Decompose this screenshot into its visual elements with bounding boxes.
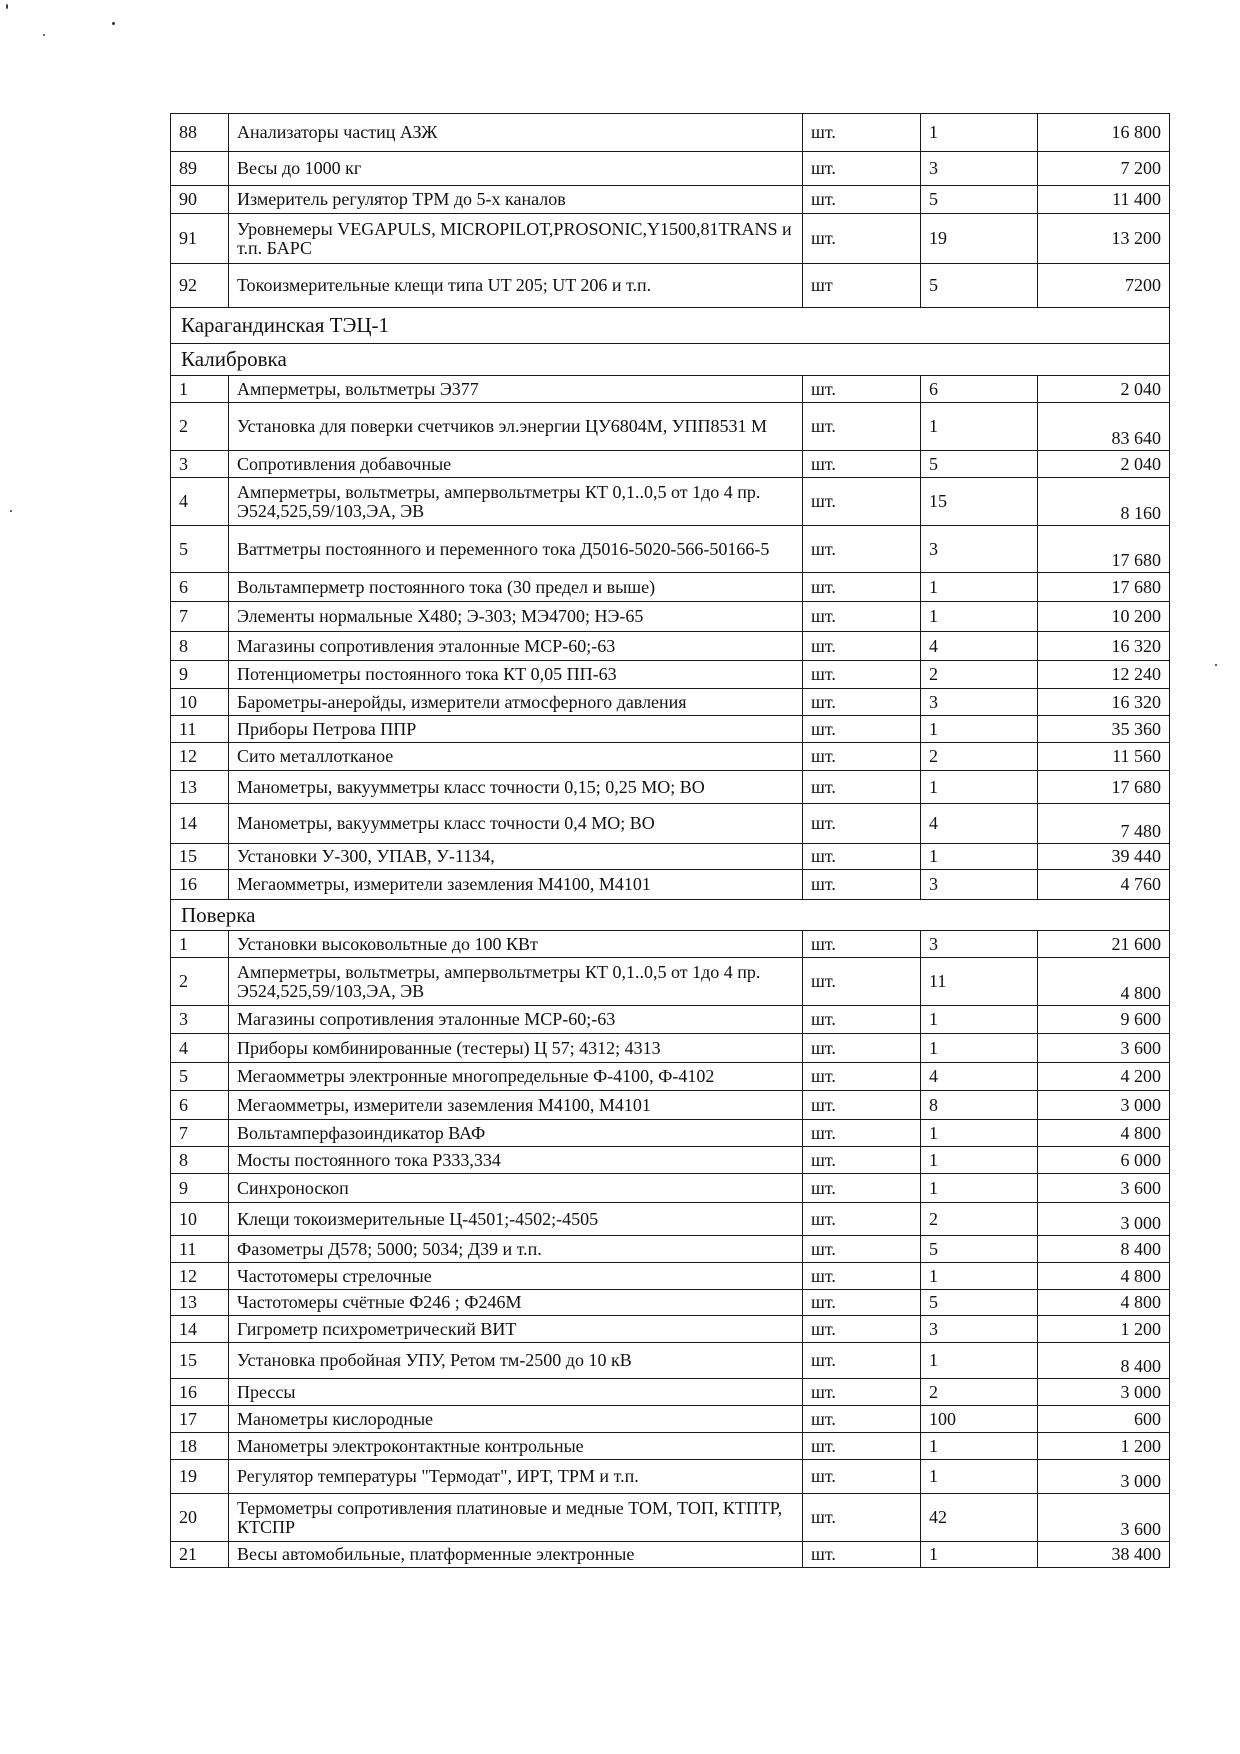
- unit-cell: шт.: [803, 403, 921, 451]
- table-row: [171, 1236, 1170, 1263]
- row-number-cell: 11: [171, 716, 229, 743]
- quantity-cell: 5: [921, 451, 1038, 478]
- price-cell: 3 600: [1038, 1034, 1170, 1063]
- item-name-cell: Магазины сопротивления эталонные МСР-60;-63: [229, 632, 803, 661]
- row-number-cell: 3: [171, 1006, 229, 1034]
- table-row: [171, 114, 1170, 152]
- item-name-cell: Амперметры, вольтметры, ампервольтметры КТ 0,1..0,5 от 1до 4 пр. Э524,525,59/103,ЭА, ЭВ: [229, 958, 803, 1006]
- price-cell: 3 000: [1038, 1460, 1170, 1494]
- row-number-cell: 2: [171, 958, 229, 1006]
- row-number-cell: 8: [171, 1147, 229, 1174]
- unit-cell: шт.: [803, 214, 921, 264]
- table-row: [171, 716, 1170, 743]
- scan-speck: [6, 4, 8, 9]
- quantity-cell: 6: [921, 376, 1038, 403]
- quantity-cell: 1: [921, 1460, 1038, 1494]
- calibration-rows: [171, 376, 1170, 900]
- unit-cell: шт: [803, 264, 921, 308]
- quantity-cell: 3: [921, 870, 1038, 900]
- scan-speck: [112, 22, 115, 25]
- unit-cell: шт.: [803, 1316, 921, 1343]
- table-row: [171, 771, 1170, 804]
- unit-cell: шт.: [803, 716, 921, 743]
- row-number-cell: 6: [171, 573, 229, 602]
- price-cell: 11 560: [1038, 743, 1170, 771]
- item-name-cell: Приборы Петрова ППР: [229, 716, 803, 743]
- plant-title: Карагандинская ТЭЦ-1: [171, 308, 1170, 344]
- item-name-cell: Мегаомметры, измерители заземления М4100, М4101: [229, 1091, 803, 1120]
- item-name-cell: Манометры электроконтактные контрольные: [229, 1433, 803, 1460]
- unit-cell: шт.: [803, 1034, 921, 1063]
- unit-cell: шт.: [803, 451, 921, 478]
- quantity-cell: 100: [921, 1406, 1038, 1433]
- unit-cell: шт.: [803, 1120, 921, 1147]
- price-cell: 7 200: [1038, 152, 1170, 186]
- quantity-cell: 4: [921, 804, 1038, 844]
- quantity-cell: 1: [921, 1263, 1038, 1290]
- quantity-cell: 3: [921, 152, 1038, 186]
- quantity-cell: 11: [921, 958, 1038, 1006]
- row-number-cell: 9: [171, 661, 229, 689]
- item-name-cell: Приборы комбинированные (тестеры) Ц 57; 4312; 4313: [229, 1034, 803, 1063]
- unit-cell: шт.: [803, 1542, 921, 1568]
- item-name-cell: Токоизмерительные клещи типа UT 205; UT 206 и т.п.: [229, 264, 803, 308]
- table-row: [171, 1379, 1170, 1406]
- table-row: [171, 632, 1170, 661]
- row-number-cell: 13: [171, 771, 229, 804]
- item-name-cell: Амперметры, вольтметры Э377: [229, 376, 803, 403]
- item-name-cell: Весы автомобильные, платформенные электронные: [229, 1542, 803, 1568]
- table-row: [171, 1120, 1170, 1147]
- row-number-cell: 1: [171, 931, 229, 958]
- price-cell: 83 640: [1038, 403, 1170, 451]
- quantity-cell: 3: [921, 1316, 1038, 1343]
- table-row: [171, 1174, 1170, 1203]
- price-cell: 7200: [1038, 264, 1170, 308]
- unit-cell: шт.: [803, 186, 921, 214]
- table-row: [171, 1343, 1170, 1379]
- row-number-cell: 5: [171, 1063, 229, 1091]
- item-name-cell: Сопротивления добавочные: [229, 451, 803, 478]
- price-cell: 39 440: [1038, 844, 1170, 870]
- price-cell: 16 320: [1038, 689, 1170, 716]
- unit-cell: шт.: [803, 1174, 921, 1203]
- row-number-cell: 89: [171, 152, 229, 186]
- item-name-cell: Установка пробойная УПУ, Ретом тм-2500 до 10 кВ: [229, 1343, 803, 1379]
- quantity-cell: 4: [921, 632, 1038, 661]
- table-row: [171, 403, 1170, 451]
- unit-cell: шт.: [803, 844, 921, 870]
- price-cell: 3 600: [1038, 1174, 1170, 1203]
- table-row: [171, 1091, 1170, 1120]
- table-row: [171, 451, 1170, 478]
- quantity-cell: 2: [921, 1379, 1038, 1406]
- item-name-cell: Клещи токоизмерительные Ц-4501;-4502;-4505: [229, 1203, 803, 1236]
- unit-cell: шт.: [803, 1236, 921, 1263]
- row-number-cell: 9: [171, 1174, 229, 1203]
- unit-cell: шт.: [803, 376, 921, 403]
- verification-rows: [171, 931, 1170, 1568]
- table-row: [171, 1263, 1170, 1290]
- price-cell: 7 480: [1038, 804, 1170, 844]
- unit-cell: шт.: [803, 870, 921, 900]
- quantity-cell: 4: [921, 1063, 1038, 1091]
- row-number-cell: 16: [171, 870, 229, 900]
- item-name-cell: Сито металлотканое: [229, 743, 803, 771]
- row-number-cell: 19: [171, 1460, 229, 1494]
- price-cell: 16 800: [1038, 114, 1170, 152]
- unit-cell: шт.: [803, 689, 921, 716]
- item-name-cell: Установка для поверки счетчиков эл.энергии ЦУ6804М, УПП8531 М: [229, 403, 803, 451]
- continued-rows: [171, 114, 1170, 308]
- unit-cell: шт.: [803, 1433, 921, 1460]
- price-cell: 4 800: [1038, 1263, 1170, 1290]
- row-number-cell: 14: [171, 804, 229, 844]
- price-cell: 4 760: [1038, 870, 1170, 900]
- price-cell: 21 600: [1038, 931, 1170, 958]
- table-row: [171, 958, 1170, 1006]
- row-number-cell: 10: [171, 1203, 229, 1236]
- unit-cell: шт.: [803, 632, 921, 661]
- unit-cell: шт.: [803, 526, 921, 573]
- unit-cell: шт.: [803, 478, 921, 526]
- price-cell: 17 680: [1038, 771, 1170, 804]
- quantity-cell: 1: [921, 1147, 1038, 1174]
- price-cell: 11 400: [1038, 186, 1170, 214]
- unit-cell: шт.: [803, 114, 921, 152]
- item-name-cell: Синхроноскоп: [229, 1174, 803, 1203]
- row-number-cell: 91: [171, 214, 229, 264]
- row-number-cell: 7: [171, 602, 229, 632]
- quantity-cell: 5: [921, 1290, 1038, 1316]
- unit-cell: шт.: [803, 1006, 921, 1034]
- quantity-cell: 2: [921, 1203, 1038, 1236]
- table-row: [171, 264, 1170, 308]
- row-number-cell: 88: [171, 114, 229, 152]
- row-number-cell: 15: [171, 844, 229, 870]
- table-row: [171, 214, 1170, 264]
- price-cell: 4 800: [1038, 1290, 1170, 1316]
- table-row: [171, 1494, 1170, 1542]
- table-row: [171, 661, 1170, 689]
- item-name-cell: Прессы: [229, 1379, 803, 1406]
- item-name-cell: Вольтамперфазоиндикатор ВАФ: [229, 1120, 803, 1147]
- table-row: [171, 1460, 1170, 1494]
- row-number-cell: 12: [171, 1263, 229, 1290]
- row-number-cell: 14: [171, 1316, 229, 1343]
- table-row: [171, 1006, 1170, 1034]
- item-name-cell: Установки высоковольтные до 100 КВт: [229, 931, 803, 958]
- quantity-cell: 15: [921, 478, 1038, 526]
- unit-cell: шт.: [803, 1343, 921, 1379]
- table-row: [171, 152, 1170, 186]
- unit-cell: шт.: [803, 743, 921, 771]
- unit-cell: шт.: [803, 1290, 921, 1316]
- price-cell: 3 000: [1038, 1203, 1170, 1236]
- item-name-cell: Уровнемеры VEGAPULS, MICROPILOT,PROSONIC,Y1500,81TRANS и т.п. БАРС: [229, 214, 803, 264]
- quantity-cell: 1: [921, 114, 1038, 152]
- item-name-cell: Установки У-300, УПАВ, У-1134,: [229, 844, 803, 870]
- price-cell: 3 600: [1038, 1494, 1170, 1542]
- quantity-cell: 8: [921, 1091, 1038, 1120]
- unit-cell: шт.: [803, 958, 921, 1006]
- quantity-cell: 1: [921, 1343, 1038, 1379]
- unit-cell: шт.: [803, 1063, 921, 1091]
- quantity-cell: 19: [921, 214, 1038, 264]
- price-cell: 2 040: [1038, 376, 1170, 403]
- table-row: [171, 1290, 1170, 1316]
- plant-title-row: [171, 308, 1170, 344]
- table-row: [171, 689, 1170, 716]
- quantity-cell: 3: [921, 689, 1038, 716]
- table-row: [171, 844, 1170, 870]
- item-name-cell: Гигрометр психрометрический ВИТ: [229, 1316, 803, 1343]
- item-name-cell: Магазины сопротивления эталонные МСР-60;-63: [229, 1006, 803, 1034]
- quantity-cell: 1: [921, 1034, 1038, 1063]
- verification-title-row: [171, 900, 1170, 931]
- table-row: [171, 804, 1170, 844]
- price-cell: 3 000: [1038, 1379, 1170, 1406]
- price-cell: 2 040: [1038, 451, 1170, 478]
- table-row: [171, 478, 1170, 526]
- price-cell: 4 200: [1038, 1063, 1170, 1091]
- quantity-cell: 1: [921, 771, 1038, 804]
- row-number-cell: 3: [171, 451, 229, 478]
- table-row: [171, 1316, 1170, 1343]
- scan-speck: [43, 34, 45, 36]
- quantity-cell: 5: [921, 186, 1038, 214]
- price-cell: 4 800: [1038, 1120, 1170, 1147]
- table-row: [171, 1034, 1170, 1063]
- item-name-cell: Частотомеры стрелочные: [229, 1263, 803, 1290]
- table-row: [171, 186, 1170, 214]
- row-number-cell: 92: [171, 264, 229, 308]
- quantity-cell: 1: [921, 1542, 1038, 1568]
- table-row: [171, 870, 1170, 900]
- item-name-cell: Амперметры, вольтметры, ампервольтметры КТ 0,1..0,5 от 1до 4 пр. Э524,525,59/103,ЭА, ЭВ: [229, 478, 803, 526]
- price-cell: 8 400: [1038, 1343, 1170, 1379]
- calibration-section-title: Калибровка: [171, 344, 1170, 376]
- price-cell: 13 200: [1038, 214, 1170, 264]
- item-name-cell: Частотомеры счётные Ф246 ; Ф246М: [229, 1290, 803, 1316]
- row-number-cell: 8: [171, 632, 229, 661]
- unit-cell: шт.: [803, 1379, 921, 1406]
- quantity-cell: 1: [921, 1120, 1038, 1147]
- price-cell: 8 400: [1038, 1236, 1170, 1263]
- table-row: [171, 1203, 1170, 1236]
- row-number-cell: 17: [171, 1406, 229, 1433]
- price-cell: 3 000: [1038, 1091, 1170, 1120]
- price-cell: 35 360: [1038, 716, 1170, 743]
- unit-cell: шт.: [803, 661, 921, 689]
- unit-cell: шт.: [803, 1460, 921, 1494]
- unit-cell: шт.: [803, 771, 921, 804]
- unit-cell: шт.: [803, 1091, 921, 1120]
- item-name-cell: Манометры кислородные: [229, 1406, 803, 1433]
- item-name-cell: Весы до 1000 кг: [229, 152, 803, 186]
- unit-cell: шт.: [803, 1406, 921, 1433]
- row-number-cell: 10: [171, 689, 229, 716]
- item-name-cell: Ваттметры постоянного и переменного тока Д5016-5020-566-50166-5: [229, 526, 803, 573]
- unit-cell: шт.: [803, 152, 921, 186]
- row-number-cell: 13: [171, 1290, 229, 1316]
- unit-cell: шт.: [803, 1263, 921, 1290]
- quantity-cell: 1: [921, 1433, 1038, 1460]
- quantity-cell: 1: [921, 716, 1038, 743]
- unit-cell: шт.: [803, 931, 921, 958]
- item-name-cell: Анализаторы частиц АЗЖ: [229, 114, 803, 152]
- item-name-cell: Манометры, вакуумметры класс точности 0,4 МО; ВО: [229, 804, 803, 844]
- item-name-cell: Регулятор температуры "Термодат", ИРТ, ТРМ и т.п.: [229, 1460, 803, 1494]
- price-cell: 4 800: [1038, 958, 1170, 1006]
- quantity-cell: 2: [921, 661, 1038, 689]
- item-name-cell: Мегаомметры электронные многопредельные Ф-4100, Ф-4102: [229, 1063, 803, 1091]
- price-list-table: [170, 113, 1170, 1568]
- quantity-cell: 1: [921, 844, 1038, 870]
- scan-speck: [10, 510, 12, 512]
- row-number-cell: 11: [171, 1236, 229, 1263]
- price-cell: 1 200: [1038, 1433, 1170, 1460]
- quantity-cell: 3: [921, 526, 1038, 573]
- item-name-cell: Элементы нормальные Х480; Э-303; МЭ4700; НЭ-65: [229, 602, 803, 632]
- price-cell: 38 400: [1038, 1542, 1170, 1568]
- item-name-cell: Мегаомметры, измерители заземления М4100, М4101: [229, 870, 803, 900]
- item-name-cell: Манометры, вакуумметры класс точности 0,15; 0,25 МО; ВО: [229, 771, 803, 804]
- item-name-cell: Фазометры Д578; 5000; 5034; Д39 и т.п.: [229, 1236, 803, 1263]
- calibration-title-row: [171, 344, 1170, 376]
- price-cell: 600: [1038, 1406, 1170, 1433]
- price-cell: 16 320: [1038, 632, 1170, 661]
- unit-cell: шт.: [803, 602, 921, 632]
- unit-cell: шт.: [803, 1494, 921, 1542]
- table-row: [171, 1542, 1170, 1568]
- item-name-cell: Термометры сопротивления платиновые и медные ТОМ, ТОП, КТПТР, КТСПР: [229, 1494, 803, 1542]
- row-number-cell: 2: [171, 403, 229, 451]
- price-cell: 17 680: [1038, 573, 1170, 602]
- table-row: [171, 526, 1170, 573]
- unit-cell: шт.: [803, 1147, 921, 1174]
- quantity-cell: 5: [921, 1236, 1038, 1263]
- item-name-cell: Вольтамперметр постоянного тока (30 предел и выше): [229, 573, 803, 602]
- quantity-cell: 3: [921, 931, 1038, 958]
- row-number-cell: 1: [171, 376, 229, 403]
- unit-cell: шт.: [803, 1203, 921, 1236]
- item-name-cell: Потенциометры постоянного тока КТ 0,05 ПП-63: [229, 661, 803, 689]
- row-number-cell: 90: [171, 186, 229, 214]
- quantity-cell: 1: [921, 573, 1038, 602]
- row-number-cell: 7: [171, 1120, 229, 1147]
- table-row: [171, 931, 1170, 958]
- table-row: [171, 1147, 1170, 1174]
- unit-cell: шт.: [803, 573, 921, 602]
- table-row: [171, 1406, 1170, 1433]
- row-number-cell: 6: [171, 1091, 229, 1120]
- row-number-cell: 21: [171, 1542, 229, 1568]
- row-number-cell: 12: [171, 743, 229, 771]
- quantity-cell: 1: [921, 602, 1038, 632]
- item-name-cell: Измеритель регулятор ТРМ до 5-х каналов: [229, 186, 803, 214]
- row-number-cell: 15: [171, 1343, 229, 1379]
- price-cell: 17 680: [1038, 526, 1170, 573]
- table-row: [171, 1433, 1170, 1460]
- table-row: [171, 743, 1170, 771]
- price-cell: 6 000: [1038, 1147, 1170, 1174]
- table-row: [171, 1063, 1170, 1091]
- table-row: [171, 376, 1170, 403]
- item-name-cell: Мосты постоянного тока Р333,334: [229, 1147, 803, 1174]
- unit-cell: шт.: [803, 804, 921, 844]
- quantity-cell: 42: [921, 1494, 1038, 1542]
- row-number-cell: 4: [171, 478, 229, 526]
- quantity-cell: 1: [921, 1174, 1038, 1203]
- price-cell: 1 200: [1038, 1316, 1170, 1343]
- row-number-cell: 18: [171, 1433, 229, 1460]
- table-row: [171, 573, 1170, 602]
- table-row: [171, 602, 1170, 632]
- price-cell: 9 600: [1038, 1006, 1170, 1034]
- item-name-cell: Барометры-анеройды, измерители атмосферного давления: [229, 689, 803, 716]
- row-number-cell: 20: [171, 1494, 229, 1542]
- row-number-cell: 5: [171, 526, 229, 573]
- price-cell: 8 160: [1038, 478, 1170, 526]
- quantity-cell: 1: [921, 403, 1038, 451]
- verification-section-title: Поверка: [171, 900, 1170, 931]
- quantity-cell: 2: [921, 743, 1038, 771]
- row-number-cell: 4: [171, 1034, 229, 1063]
- price-cell: 10 200: [1038, 602, 1170, 632]
- row-number-cell: 16: [171, 1379, 229, 1406]
- price-cell: 12 240: [1038, 661, 1170, 689]
- scan-speck: [1215, 664, 1217, 666]
- quantity-cell: 1: [921, 1006, 1038, 1034]
- quantity-cell: 5: [921, 264, 1038, 308]
